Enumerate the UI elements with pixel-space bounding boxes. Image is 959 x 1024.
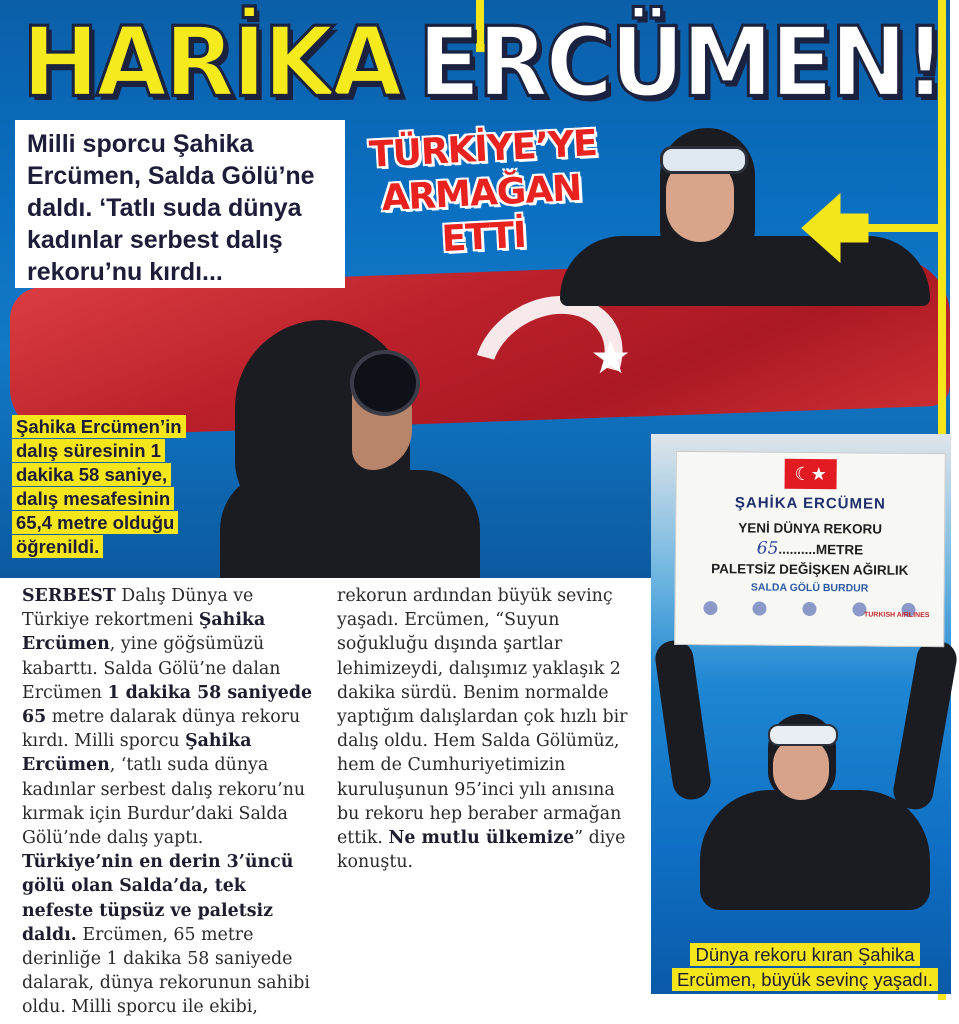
deck-line: rekoru’nu kırdı...	[27, 258, 223, 286]
stamp-line: ARMAĞAN	[380, 167, 583, 220]
caption-line: dakika 58 saniye,	[12, 463, 171, 486]
airline-logo: TURKISH AIRLINES	[863, 611, 930, 620]
article-bold: Ne mutlu ülkemize	[388, 828, 575, 849]
arrow-left-icon	[800, 192, 870, 264]
deck-text	[15, 120, 345, 288]
caption-line: Şahika Ercümen’in	[12, 415, 186, 438]
article-text: Dalış Dünya ve Türkiye rekortmeni	[22, 586, 254, 631]
photo-caption	[12, 415, 212, 559]
article-paragraph	[22, 584, 632, 1024]
sign-line: SALDA GÖLÜ BURDUR	[750, 581, 869, 595]
caption-line: dalış mesafesinin	[12, 487, 174, 510]
deck-line: Milli sporcu Şahika	[27, 130, 254, 158]
article-bold: 1 dakika 58 saniyede 65	[22, 682, 313, 728]
sign-unit: METRE	[815, 542, 864, 558]
article-text: ” diye konuştu.	[337, 828, 626, 873]
stamp-callout	[368, 122, 596, 287]
turkish-flag-icon: ☾★	[785, 459, 837, 489]
sign-dots: ..........	[778, 541, 817, 558]
sign-name: ŞAHİKA ERCÜMEN	[734, 494, 886, 513]
deck-line: kadınlar serbest dalış	[27, 226, 283, 254]
headline	[22, 5, 943, 121]
article-lead: SERBEST	[22, 586, 116, 606]
record-photo-caption	[660, 942, 950, 992]
caption-line: Dünya rekoru kıran Şahika	[690, 943, 919, 966]
caption-line: dalış süresinin 1	[12, 439, 165, 462]
stamp-line: TÜRKİYE’YE	[368, 122, 598, 176]
record-sign	[674, 451, 946, 647]
article-bold: Şahika Ercümen	[22, 731, 252, 776]
article-text: , ‘tatlı suda dünya kadınlar serbest dalış rekoru’nu kırmak için Burdur’daki Salda Gölü’nde dalış yaptı.	[22, 755, 306, 849]
article-text: metre dalarak dünya rekoru kırdı. Milli sporcu	[22, 707, 301, 752]
goggles-icon	[768, 724, 838, 746]
sponsor-logo-icon	[802, 602, 816, 616]
article-text: , yine göğsümüzü kabarttı. Salda Gölü’ne dalan Ercümen	[22, 634, 281, 703]
sponsor-logo-icon	[703, 601, 717, 615]
article-bold: Şahika Ercümen	[22, 610, 266, 655]
athlete-face	[773, 738, 829, 800]
sponsor-logo-icon	[753, 602, 767, 616]
athlete-body	[700, 790, 930, 910]
article-text: Ercümen, 65 metre derinliğe 1 dakika 58 saniyede dalarak, dünya rekorunun sahibi oldu. Milli sporcu ile ekibi, rekorun ardından büyük sevinç yaşadı. Ercümen, “Suyun soğukluğu dışında şartlar lehimizeydi, dalışımız yaklaşık 2 dakika sürdü. Benim normalde yaptığım dalışlardan çok hızlı bir dalış oldu. Hem Salda Gölümüz, hem de Cumhuriyetimizin kuruluşunun 95’inci yılı anısına bu rekoru hep beraber armağan ettik.	[22, 586, 628, 1018]
sign-line: PALETSİZ DEĞİŞKEN AĞIRLIK	[711, 561, 909, 578]
caption-line: Ercümen, büyük sevinç yaşadı.	[672, 968, 938, 991]
sign-line	[676, 538, 944, 560]
deck-line: Ercümen, Salda Gölü’ne	[27, 162, 315, 190]
goggles-icon	[350, 350, 420, 416]
sign-handwritten: 65	[756, 538, 779, 559]
goggles-icon	[660, 146, 748, 174]
headline-word-1: HARİKA	[22, 6, 400, 119]
deck-line: daldı. ‘Tatlı suda dünya	[27, 194, 302, 222]
stamp-line: ETTİ	[440, 214, 527, 261]
article-body	[22, 584, 632, 1024]
caption-line: öğrenildi.	[12, 535, 103, 558]
flag-star-icon: ★	[590, 330, 632, 384]
article-bold: Türkiye’nin en derin 3’üncü gölü olan Salda’da, tek nefeste tüpsüz ve paletsiz daldı.	[22, 852, 294, 945]
caption-line: 65,4 metre olduğu	[12, 511, 178, 534]
headline-word-2: ERCÜMEN!	[417, 6, 944, 119]
sign-line: YENİ DÜNYA REKORU	[738, 520, 883, 537]
